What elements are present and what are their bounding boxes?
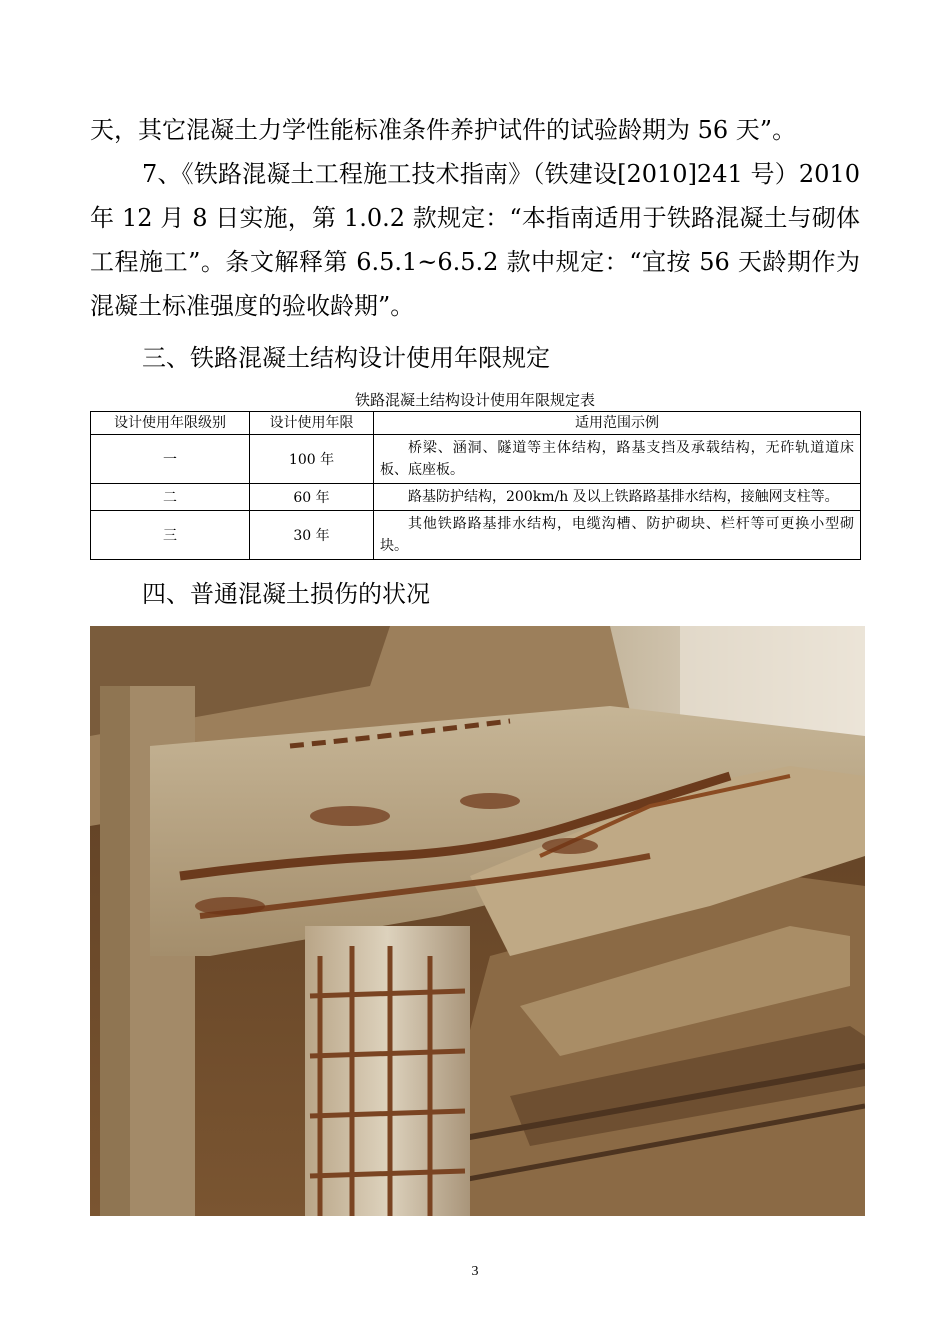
table-cell-level: 一 [91, 435, 250, 484]
table-header-row [91, 412, 861, 435]
service-life-table [90, 411, 861, 560]
table-cell-years: 60 年 [250, 484, 374, 511]
table-header-years: 设计使用年限 [250, 412, 374, 435]
table-row [91, 484, 861, 511]
table-caption: 铁路混凝土结构设计使用年限规定表 [354, 391, 595, 409]
concrete-damage-photo [90, 626, 865, 1216]
table-cell-level: 三 [91, 511, 250, 560]
paragraph-continuation: 天，其它混凝土力学性能标准条件养护试件的试验龄期为 56 天”。 [90, 116, 797, 144]
table-cell-years: 100 年 [250, 435, 374, 484]
table-row [91, 435, 861, 484]
table-cell-level: 二 [91, 484, 250, 511]
table-header-scope: 适用范围示例 [374, 412, 861, 435]
table-cell-scope: 其他铁路路基排水结构，电缆沟槽、防护砌块、栏杆等可更换小型砌块。 [374, 511, 861, 560]
paragraph-item-7: 7、《铁路混凝土工程施工技术指南》（铁建设[2010]241 号）2010 年 12 月 8 日实施，第 1.0.2 款规定：“本指南适用于铁路混凝土与砌体工程施工”。条文解释第 6.5.1~6.5.2 款中规定：“宜按 56 天龄期作为混凝土标准强度的验收龄期”。 [90, 160, 860, 320]
table-cell-scope: 桥梁、涵洞、隧道等主体结构，路基支挡及承载结构，无砟轨道道床板、底座板。 [374, 435, 861, 484]
table-row [91, 511, 861, 560]
table-header-level: 设计使用年限级别 [91, 412, 250, 435]
concrete-damage-illustration [90, 626, 865, 1216]
section-heading-4: 四、普通混凝土损伤的状况 [142, 580, 430, 608]
table-cell-years: 30 年 [250, 511, 374, 560]
table-cell-scope: 路基防护结构，200km/h 及以上铁路路基排水结构，接触网支柱等。 [374, 484, 861, 511]
section-heading-3: 三、铁路混凝土结构设计使用年限规定 [142, 344, 550, 372]
page-number: 3 [471, 1264, 479, 1279]
